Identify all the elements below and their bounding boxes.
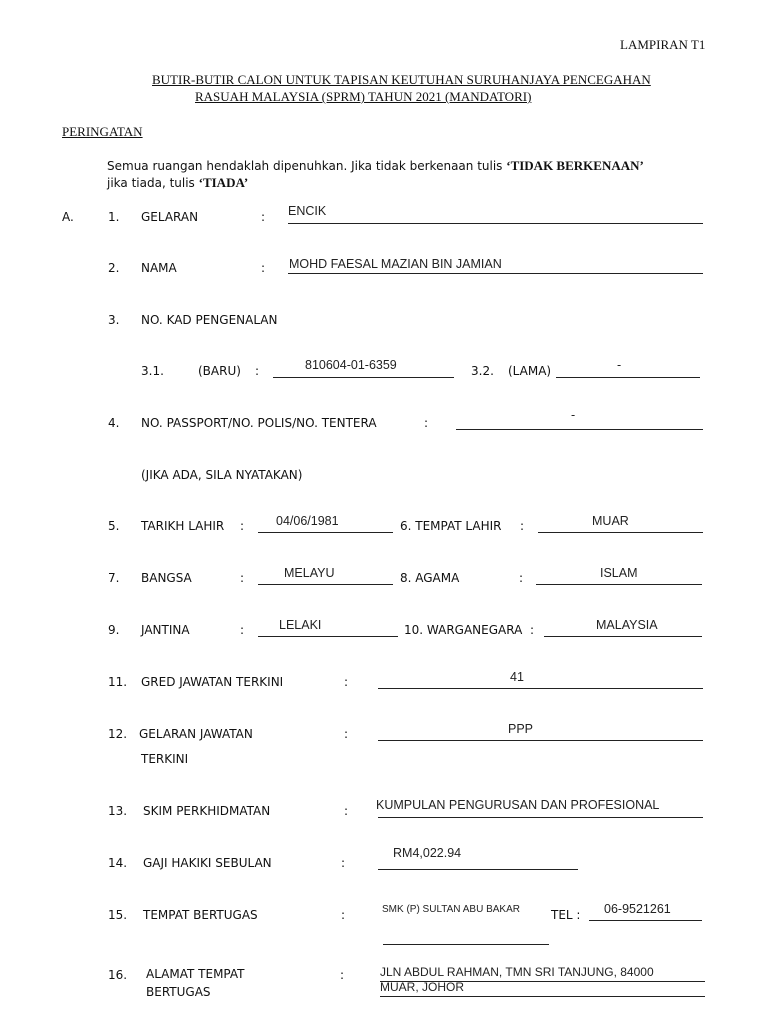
section-a-label: A. — [62, 210, 74, 224]
field-5-colon: : — [240, 519, 245, 533]
jantina-value[interactable]: LELAKI — [279, 618, 322, 632]
skim-value[interactable]: KUMPULAN PENGURUSAN DAN PROFESIONAL — [376, 798, 660, 812]
field-16-number: 16. — [108, 968, 128, 982]
alamat-value-line1[interactable]: JLN ABDUL RAHMAN, TMN SRI TANJUNG, 84000 — [380, 965, 654, 979]
gred-value[interactable]: 41 — [510, 670, 524, 684]
field-7-number: 7. — [108, 571, 120, 585]
bangsa-value[interactable]: MELAYU — [284, 566, 335, 580]
field-3-1-label: (BARU) — [198, 364, 241, 378]
nama-value[interactable]: MOHD FAESAL MAZIAN BIN JAMIAN — [289, 257, 502, 271]
field-9-label: JANTINA — [141, 623, 190, 637]
bangsa-line — [258, 584, 393, 585]
agama-line — [536, 584, 702, 585]
field-12-colon: : — [344, 727, 349, 741]
field-4-colon: : — [424, 416, 429, 430]
gred-line — [378, 688, 703, 689]
form-title-line1: BUTIR-BUTIR CALON UNTUK TAPISAN KEUTUHAN SURUHANJAYA PENCEGAHAN — [152, 72, 651, 87]
ic-lama-line — [556, 377, 700, 378]
gelaran-value[interactable]: ENCIK — [288, 204, 327, 218]
skim-line — [378, 817, 703, 818]
warganegara-value[interactable]: MALAYSIA — [596, 618, 658, 632]
field-8-label: 8. AGAMA — [400, 571, 460, 585]
gaji-value[interactable]: RM4,022.94 — [393, 846, 462, 860]
tempat-lahir-value[interactable]: MUAR — [592, 514, 629, 528]
nama-line — [288, 273, 703, 274]
tempat-lahir-line — [538, 532, 703, 533]
gelaran-jawatan-line — [378, 740, 703, 741]
tel-label: TEL : — [551, 908, 581, 922]
field-2-colon: : — [261, 261, 266, 275]
field-12-label-line2: TERKINI — [141, 752, 189, 766]
field-13-colon: : — [344, 804, 349, 818]
tempat-bertugas-value[interactable]: SMK (P) SULTAN ABU BAKAR — [382, 904, 520, 915]
field-13-label: SKIM PERKHIDMATAN — [143, 804, 271, 818]
field-16-label-line2: BERTUGAS — [146, 985, 211, 999]
field-15-colon: : — [341, 908, 346, 922]
passport-line — [456, 429, 703, 430]
field-10-colon: : — [530, 623, 535, 637]
field-12-label: GELARAN JAWATAN — [139, 727, 253, 741]
field-14-label: GAJI HAKIKI SEBULAN — [143, 856, 272, 870]
warganegara-line — [544, 636, 702, 637]
field-3-1-number: 3.1. — [141, 364, 164, 378]
tel-line — [589, 920, 702, 921]
field-14-number: 14. — [108, 856, 128, 870]
field-3-2-label: (LAMA) — [508, 364, 552, 378]
field-15-number: 15. — [108, 908, 128, 922]
form-title-line2: RASUAH MALAYSIA (SPRM) TAHUN 2021 (MANDATORI) — [195, 89, 532, 104]
field-11-colon: : — [344, 675, 349, 689]
field-8-colon: : — [519, 571, 524, 585]
field-4-number: 4. — [108, 416, 120, 430]
gelaran-line — [288, 223, 703, 224]
notice-tiada: ‘TIADA’ — [198, 175, 249, 190]
notice-heading: PERINGATAN — [62, 124, 143, 139]
field-11-label: GRED JAWATAN TERKINI — [141, 675, 284, 689]
field-15-label: TEMPAT BERTUGAS — [143, 908, 258, 922]
field-1-number: 1. — [108, 210, 120, 224]
field-6-label: 6. TEMPAT LAHIR — [400, 519, 502, 533]
tarikh-lahir-value[interactable]: 04/06/1981 — [276, 514, 339, 528]
field-2-number: 2. — [108, 261, 120, 275]
jantina-line — [258, 636, 398, 637]
field-7-colon: : — [240, 571, 245, 585]
notice-line1-text: Semua ruangan hendaklah dipenuhkan. Jika tidak berkenaan tulis — [107, 159, 507, 173]
field-3-1-colon: : — [255, 364, 260, 378]
field-12-number: 12. — [108, 727, 128, 741]
field-5-number: 5. — [108, 519, 120, 533]
lampiran-label: LAMPIRAN T1 — [620, 37, 706, 52]
gaji-line — [378, 869, 578, 870]
alamat-value-line2[interactable]: MUAR, JOHOR — [380, 980, 464, 994]
field-9-number: 9. — [108, 623, 120, 637]
field-4-note: (JIKA ADA, SILA NYATAKAN) — [141, 468, 303, 482]
field-1-colon: : — [261, 210, 266, 224]
alamat-line2 — [380, 996, 705, 997]
field-13-number: 13. — [108, 804, 128, 818]
notice-line2-text: jika tiada, tulis — [107, 176, 199, 190]
field-10-label: 10. WARGANEGARA — [404, 623, 523, 637]
field-16-label: ALAMAT TEMPAT — [146, 967, 245, 981]
field-14-colon: : — [341, 856, 346, 870]
field-2-label: NAMA — [141, 261, 177, 275]
ic-baru-value[interactable]: 810604-01-6359 — [305, 358, 397, 372]
field-6-colon: : — [520, 519, 525, 533]
field-3-label: NO. KAD PENGENALAN — [141, 313, 278, 327]
field-16-colon: : — [340, 968, 345, 982]
field-11-number: 11. — [108, 675, 128, 689]
field-4-label: NO. PASSPORT/NO. POLIS/NO. TENTERA — [141, 416, 377, 430]
field-3-2-number: 3.2. — [471, 364, 494, 378]
field-5-label: TARIKH LAHIR — [141, 519, 225, 533]
agama-value[interactable]: ISLAM — [600, 566, 638, 580]
tarikh-lahir-line — [258, 532, 393, 533]
notice-line2 — [107, 175, 248, 191]
passport-value[interactable]: - — [571, 408, 576, 422]
tel-value[interactable]: 06-9521261 — [604, 902, 671, 916]
ic-baru-line — [273, 377, 454, 378]
field-7-label: BANGSA — [141, 571, 192, 585]
field-3-number: 3. — [108, 313, 120, 327]
field-9-colon: : — [240, 623, 245, 637]
field-1-label: GELARAN — [141, 210, 199, 224]
ic-lama-value[interactable]: - — [617, 358, 622, 372]
gelaran-jawatan-value[interactable]: PPP — [508, 722, 534, 736]
notice-tidak-berkenaan: ‘TIDAK BERKENAAN’ — [506, 158, 644, 173]
notice-line1 — [107, 158, 644, 174]
tempat-bertugas-line2 — [383, 944, 549, 945]
